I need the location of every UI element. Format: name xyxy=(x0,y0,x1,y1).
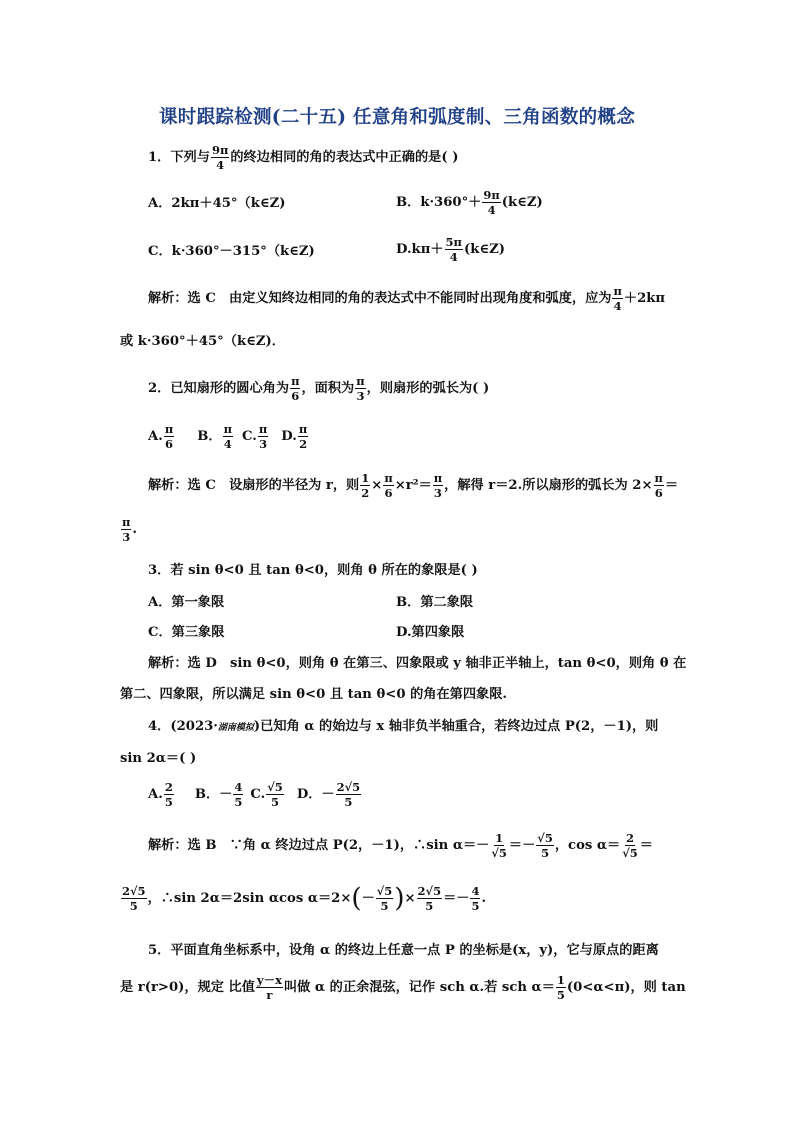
fraction: $\frac{2√5}{5}$ xyxy=(122,884,146,914)
fraction: $\frac{\pi}{3}$ xyxy=(122,515,131,545)
q1-option-a: A．2kπ＋45°（k∈Z) xyxy=(148,196,286,211)
fraction: $\frac{\pi}{6}$ xyxy=(291,374,300,404)
fraction: $\frac{1}{2}$ xyxy=(361,471,370,501)
fraction: $\frac{9\pi}{4}$ xyxy=(483,188,500,218)
q3-option-b: B．第二象限 xyxy=(396,595,474,610)
fraction: $\frac{2}{√5}$ xyxy=(622,831,638,861)
fraction: $\frac{\pi}{6}$ xyxy=(384,471,393,501)
fraction: $\frac{5\pi}{4}$ xyxy=(445,235,462,265)
q3-solution: 解析：选 D sin θ<0，则角 θ 在第三、四象限或 y 轴非正半轴上，tan θ<0，则角 θ 在 xyxy=(148,656,687,671)
fraction: $\frac{√5}{5}$ xyxy=(376,884,393,914)
fraction: $\frac{4}{5}$ xyxy=(471,884,480,914)
q1-solution: 解析：选 C 由定义知终边相同的角的表达式中不能同时出现角度和弧度，应为 $\frac{\pi}{4}$ ＋2kπ xyxy=(148,284,666,314)
q3-solution-cont: 第二、四象限，所以满足 sin θ<0 且 tan θ<0 的角在第四象限. xyxy=(120,687,507,702)
fraction: $\frac{2√5}{5}$ xyxy=(417,884,442,914)
q1-option-d: D.kπ＋ $\frac{5\pi}{4}$ (k∈Z) xyxy=(396,235,505,265)
fraction: $\frac{2}{5}$ xyxy=(164,780,173,810)
fraction: $\frac{\pi}{3}$ xyxy=(433,471,443,501)
q2-solution-cont: $\frac{\pi}{3}$ . xyxy=(122,515,138,545)
q3-option-c: C．第三象限 xyxy=(148,625,225,640)
fraction: $\frac{\pi}{2}$ xyxy=(298,422,308,452)
q4-stem: 4．(2023·湖南模拟)已知角 α 的始边与 x 轴非负半轴重合，若终边过点 P(2，－1)，则 xyxy=(148,719,659,734)
q2-solution: 解析：选 C 设扇形的半径为 r，则 $\frac{1}{2}$ × $\frac{\pi}{6}$ ×r²＝ $\frac{\pi}{3}$ ，解得 r＝2.所以扇形的弧长为 2× $\frac{\pi}{6}$ ＝ xyxy=(148,471,679,501)
q4-solution: 解析：选 B ∵角 α 终边过点 P(2，－1)，∴sin α＝－ $\frac{1}{√5}$ ＝－ $\frac{√5}{5}$ ，cos α＝ $\frac{2}{√5}$ ＝ xyxy=(148,831,653,861)
fraction: $\frac{√5}{5}$ xyxy=(267,780,283,810)
q4-stem-cont: sin 2α＝( ) xyxy=(120,751,197,766)
fraction: $\frac{y-x}{r}$ xyxy=(256,973,282,1003)
q4-solution-cont: $\frac{2√5}{5}$ ，∴sin 2α＝2sin αcos α＝2×(－ $\frac{√5}{5}$ )× $\frac{2√5}{5}$ ＝－ $\frac{4}{5}$ . xyxy=(122,883,487,914)
fraction: $\frac{1}{5}$ xyxy=(556,973,565,1003)
fraction: $\frac{4}{5}$ xyxy=(234,780,243,810)
fraction: $\frac{\pi}{6}$ xyxy=(654,471,663,501)
page-title: 课时跟踪检测(二十五) 任意角和弧度制、三角函数的概念 xyxy=(158,107,636,128)
fraction: $\frac{1}{√5}$ xyxy=(491,831,507,861)
q1-option-b: B．k·360°＋ $\frac{9\pi}{4}$ (k∈Z) xyxy=(396,188,543,218)
q3-option-a: A．第一象限 xyxy=(148,595,225,610)
fraction: $\frac{\pi}{3}$ xyxy=(356,374,365,404)
q2-options: A. $\frac{\pi}{6}$ B． $\frac{\pi}{4}$ C. $\frac{\pi}{3}$ D. $\frac{\pi}{2}$ xyxy=(148,422,308,452)
q1-option-c: C．k·360°－315°（k∈Z) xyxy=(148,244,315,259)
source-tag: 湖南模拟 xyxy=(217,723,254,733)
q1-stem: 1．下列与 $\frac{9\pi}{4}$ 的终边相同的角的表达式中正确的是( ) xyxy=(148,143,459,173)
fraction: $\frac{√5}{5}$ xyxy=(537,831,553,861)
q2-stem: 2．已知扇形的圆心角为 $\frac{\pi}{6}$ ，面积为 $\frac{\pi}{3}$ ，则扇形的弧长为( ) xyxy=(148,374,490,404)
q5-stem: 5．平面直角坐标系中，设角 α 的终边上任意一点 P 的坐标是(x，y)，它与原点的距离 xyxy=(148,943,659,958)
fraction: $\frac{\pi}{4}$ xyxy=(223,422,233,452)
q3-option-d: D.第四象限 xyxy=(396,625,465,640)
fraction: $\frac{2√5}{5}$ xyxy=(336,780,361,810)
q4-options: A. $\frac{2}{5}$ B．－ $\frac{4}{5}$ C. $\frac{√5}{5}$ D．－ $\frac{2√5}{5}$ xyxy=(148,780,361,810)
q3-stem: 3．若 sin θ<0 且 tan θ<0，则角 θ 所在的象限是( ) xyxy=(148,563,478,578)
q1-solution-cont: 或 k·360°＋45°（k∈Z)． xyxy=(120,334,285,349)
fraction: $\frac{\pi}{6}$ xyxy=(164,422,174,452)
q5-stem-cont: 是 r(r>0)，规定 比值 $\frac{y-x}{r}$ 叫做 α 的正余混弦，记作 sch α.若 sch α＝ $\frac{1}{5}$ (0<α<π)，则 tan xyxy=(120,973,686,1003)
fraction: $\frac{9\pi}{4}$ xyxy=(211,143,229,173)
fraction: $\frac{\pi}{3}$ xyxy=(258,422,268,452)
fraction: $\frac{\pi}{4}$ xyxy=(613,284,622,314)
